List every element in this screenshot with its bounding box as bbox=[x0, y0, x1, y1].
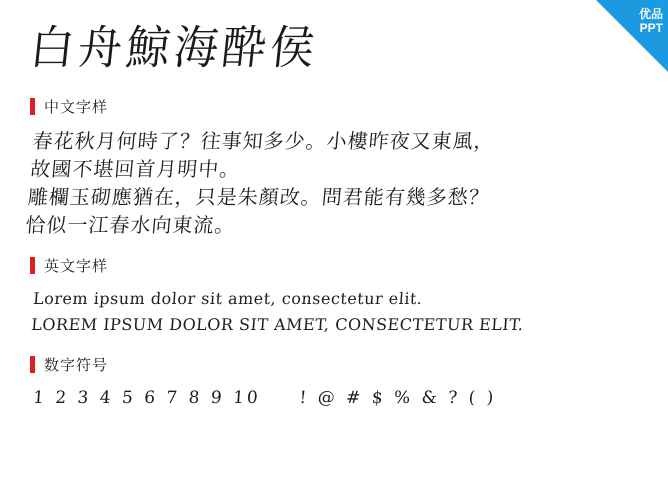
font-name-title: 白舟鯨海酔侯 bbox=[27, 21, 321, 76]
sample-line: 春花秋月何時了？往事知多少。小樓昨夜又東風， bbox=[31, 129, 496, 153]
section-title-chinese: 中文字样 bbox=[44, 99, 109, 116]
sample-line: LOREM IPSUM DOLOR SIT AMET, CONSECTETUR ELIT. bbox=[30, 315, 525, 334]
section-header-chinese bbox=[30, 96, 648, 117]
section-header-numbers bbox=[30, 354, 648, 375]
sample-line: 雕欄玉砌應猶在，只是朱顏改。問君能有幾多愁？ bbox=[26, 185, 491, 209]
section-header-english bbox=[30, 255, 648, 276]
sample-line: 恰似一江春水向東流。 bbox=[24, 213, 237, 237]
sample-text-english bbox=[30, 286, 648, 338]
sample-text-numbers bbox=[32, 385, 648, 411]
section-accent-bar bbox=[30, 356, 35, 373]
section-title-numbers: 数字符号 bbox=[44, 357, 109, 374]
sample-symbols: ! @ # $ % & ? ( ) bbox=[298, 388, 498, 408]
sample-digits: 1 2 3 4 5 6 7 8 9 10 bbox=[32, 388, 262, 408]
section-accent-bar bbox=[30, 257, 35, 274]
sample-text-chinese bbox=[24, 127, 648, 239]
sample-line: Lorem ipsum dolor sit amet, consectetur elit. bbox=[32, 289, 424, 308]
ribbon-label-line2: PPT bbox=[639, 21, 663, 35]
section-accent-bar bbox=[30, 98, 35, 115]
sample-line: 故國不堪回首月明中。 bbox=[29, 157, 242, 181]
ribbon-label-line1: 优品 bbox=[638, 7, 663, 21]
section-title-english: 英文字样 bbox=[44, 258, 109, 275]
